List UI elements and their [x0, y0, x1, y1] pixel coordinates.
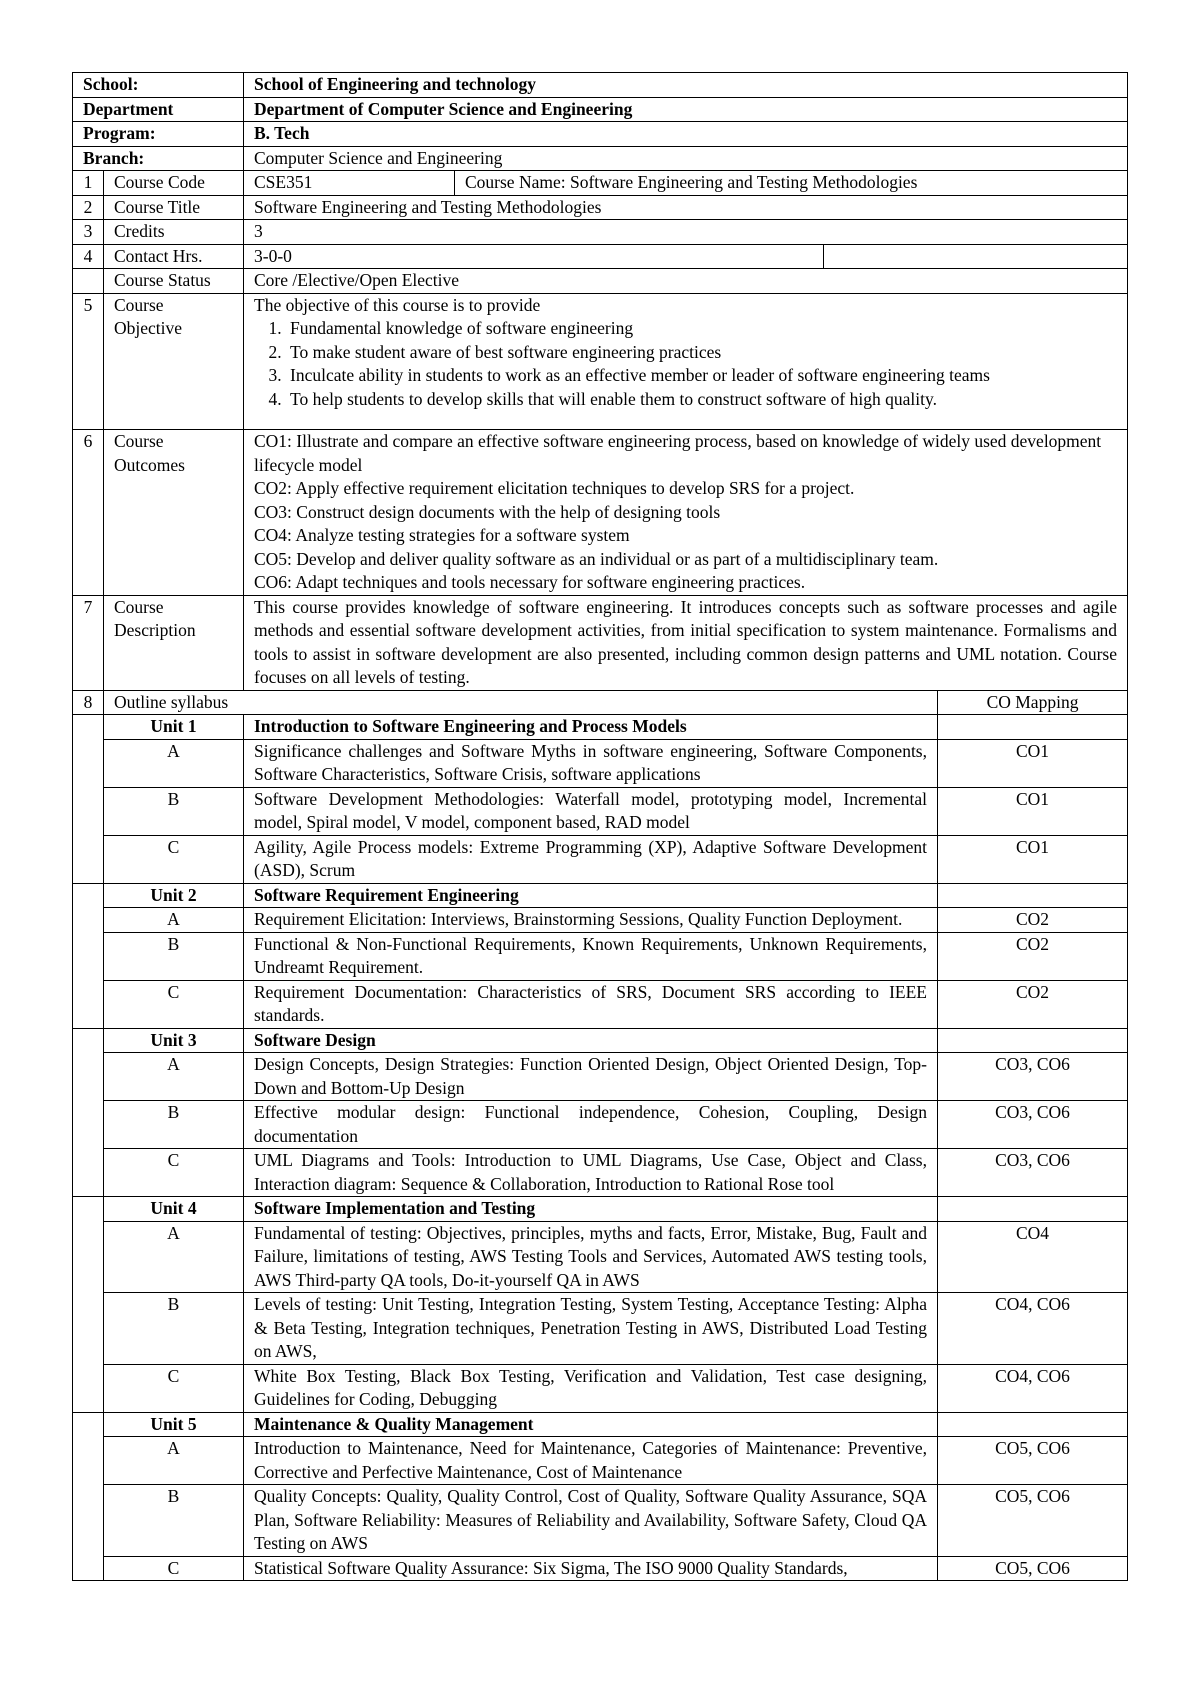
program-value: B. Tech: [244, 122, 1128, 147]
unit-title: Software Design: [244, 1028, 938, 1053]
topic-row: [73, 1221, 1128, 1293]
topic-letter: B: [104, 787, 244, 835]
topic-description: Requirement Elicitation: Interviews, Brainstorming Sessions, Quality Function Deployment.: [244, 908, 938, 933]
topic-letter: B: [104, 1293, 244, 1365]
school-row: [73, 73, 1128, 98]
unit-header-row: [73, 1028, 1128, 1053]
topic-description: Levels of testing: Unit Testing, Integration Testing, System Testing, Acceptance Testing: Alpha & Beta Testing, Integration techniques, Penetration Testing in AWS, Distributed Load Testing on AWS,: [244, 1293, 938, 1365]
topic-row: [73, 1053, 1128, 1101]
topic-description: Effective modular design: Functional independence, Cohesion, Coupling, Design documentation: [244, 1101, 938, 1149]
unit-number-cell: [73, 1412, 104, 1581]
unit-co-empty: [938, 1412, 1128, 1437]
unit-number-cell: [73, 715, 104, 884]
unit-label: Unit 4: [104, 1197, 244, 1222]
objective-intro: The objective of this course is to provide: [254, 294, 541, 315]
topic-letter: A: [104, 1221, 244, 1293]
unit-header-row: [73, 1412, 1128, 1437]
outcome-item: CO1: Illustrate and compare an effective software engineering process, based on knowledge of widely used development lifecycle model: [254, 431, 1102, 475]
topic-letter: A: [104, 739, 244, 787]
objective-item: 1. Fundamental knowledge of software engineering: [286, 317, 1117, 341]
course-title-row: [73, 195, 1128, 220]
topic-co-mapping: CO2: [938, 980, 1128, 1028]
unit-header-row: [73, 715, 1128, 740]
school-label: School:: [73, 73, 244, 98]
contact-hours-value: 3-0-0: [244, 244, 824, 269]
course-status-value: Core /Elective/Open Elective: [244, 269, 1128, 294]
course-objective-row: [73, 293, 1128, 430]
course-outcomes-content: [244, 430, 1128, 596]
topic-description: Functional & Non-Functional Requirements, Known Requirements, Unknown Requirements, Undreamt Requirement.: [244, 932, 938, 980]
credits-row: [73, 220, 1128, 245]
credits-label: Credits: [104, 220, 244, 245]
objective-item: 3. Inculcate ability in students to work as an effective member or leader of software engineering teams: [286, 364, 1117, 388]
topic-letter: C: [104, 1364, 244, 1412]
topic-letter: B: [104, 1485, 244, 1557]
topic-letter: C: [104, 1149, 244, 1197]
topic-co-mapping: CO5, CO6: [938, 1556, 1128, 1581]
course-status-label: Course Status: [104, 269, 244, 294]
course-code-label: Course Code: [104, 171, 244, 196]
topic-row: [73, 932, 1128, 980]
topic-description: Design Concepts, Design Strategies: Function Oriented Design, Object Oriented Design, Top-Down and Bottom-Up Design: [244, 1053, 938, 1101]
topic-letter: A: [104, 1437, 244, 1485]
topic-co-mapping: CO2: [938, 908, 1128, 933]
topic-row: [73, 1485, 1128, 1557]
row-number: 8: [73, 690, 104, 715]
topic-letter: A: [104, 1053, 244, 1101]
contact-hours-empty-1: [824, 244, 1128, 269]
unit-number-cell: [73, 1197, 104, 1413]
objective-list: [254, 317, 1117, 411]
topic-letter: C: [104, 1556, 244, 1581]
row-number: 2: [73, 195, 104, 220]
unit-label: Unit 3: [104, 1028, 244, 1053]
unit-title: Maintenance & Quality Management: [244, 1412, 938, 1437]
branch-row: [73, 146, 1128, 171]
course-description-label: Course Description: [104, 595, 244, 690]
unit-label: Unit 1: [104, 715, 244, 740]
department-value: Department of Computer Science and Engineering: [244, 97, 1128, 122]
row-number: 1: [73, 171, 104, 196]
topic-description: Statistical Software Quality Assurance: Six Sigma, The ISO 9000 Quality Standards,: [244, 1556, 938, 1581]
topic-description: Agility, Agile Process models: Extreme Programming (XP), Adaptive Software Development (ASD), Scrum: [244, 835, 938, 883]
contact-hours-row: [73, 244, 1128, 269]
course-code-row: [73, 171, 1128, 196]
row-number: 4: [73, 244, 104, 269]
topic-letter: C: [104, 835, 244, 883]
topic-description: White Box Testing, Black Box Testing, Verification and Validation, Test case designing, Guidelines for Coding, Debugging: [244, 1364, 938, 1412]
department-row: [73, 97, 1128, 122]
outcome-item: CO5: Develop and deliver quality software as an individual or as part of a multidisciplinary team.: [254, 548, 939, 569]
unit-co-empty: [938, 715, 1128, 740]
row-number: 5: [73, 293, 104, 430]
outcome-item: CO3: Construct design documents with the help of designing tools: [254, 501, 721, 522]
topic-letter: B: [104, 932, 244, 980]
topic-co-mapping: CO5, CO6: [938, 1437, 1128, 1485]
course-description-row: [73, 595, 1128, 690]
course-objective-content: [244, 293, 1128, 430]
topic-description: Quality Concepts: Quality, Quality Control, Cost of Quality, Software Quality Assurance, SQA Plan, Software Reliability: Measures of Reliability and Availability, Software Safety, Cloud QA Testing on AWS: [244, 1485, 938, 1557]
syllabus-table: [72, 72, 1128, 1581]
topic-co-mapping: CO5, CO6: [938, 1485, 1128, 1557]
objective-item: 2. To make student aware of best software engineering practices: [286, 341, 1117, 365]
row-number: 7: [73, 595, 104, 690]
objective-item: 4. To help students to develop skills that will enable them to construct software of high quality.: [286, 388, 1117, 412]
topic-row: [73, 980, 1128, 1028]
unit-number-cell: [73, 883, 104, 1028]
outline-syllabus-row: [73, 690, 1128, 715]
unit-title: Introduction to Software Engineering and Process Models: [244, 715, 938, 740]
course-objective-label: Course Objective: [104, 293, 244, 430]
program-label: Program:: [73, 122, 244, 147]
unit-co-empty: [938, 883, 1128, 908]
course-outcomes-row: [73, 430, 1128, 596]
topic-co-mapping: CO3, CO6: [938, 1101, 1128, 1149]
course-name: Course Name: Software Engineering and Testing Methodologies: [455, 171, 1128, 196]
topic-co-mapping: CO1: [938, 739, 1128, 787]
contact-hours-label: Contact Hrs.: [104, 244, 244, 269]
topic-letter: A: [104, 908, 244, 933]
unit-co-empty: [938, 1028, 1128, 1053]
topic-description: Significance challenges and Software Myths in software engineering, Software Components, Software Characteristics, Software Crisis, software applications: [244, 739, 938, 787]
topic-co-mapping: CO4, CO6: [938, 1293, 1128, 1365]
course-title-label: Course Title: [104, 195, 244, 220]
unit-header-row: [73, 883, 1128, 908]
outcome-item: CO2: Apply effective requirement elicitation techniques to develop SRS for a project.: [254, 478, 855, 498]
topic-row: [73, 1556, 1128, 1581]
row-number: [73, 269, 104, 294]
topic-row: [73, 835, 1128, 883]
topic-row: [73, 1364, 1128, 1412]
topic-row: [73, 1149, 1128, 1197]
topic-row: [73, 908, 1128, 933]
course-description-text: This course provides knowledge of software engineering. It introduces concepts such as software processes and agile methods and essential software development activities, from initial specification to system maintenance. Formalisms and tools to assist in software development are also presented, including common design patterns and UML notation. Course focuses on all levels of testing.: [244, 595, 1128, 690]
topic-co-mapping: CO1: [938, 787, 1128, 835]
unit-title: Software Requirement Engineering: [244, 883, 938, 908]
course-title-value: Software Engineering and Testing Methodologies: [244, 195, 1128, 220]
topic-row: [73, 739, 1128, 787]
topic-co-mapping: CO1: [938, 835, 1128, 883]
topic-row: [73, 1437, 1128, 1485]
outcome-item: CO4: Analyze testing strategies for a software system: [254, 525, 630, 545]
branch-label: Branch:: [73, 146, 244, 171]
topic-row: [73, 787, 1128, 835]
topic-row: [73, 1293, 1128, 1365]
unit-title: Software Implementation and Testing: [244, 1197, 938, 1222]
row-number: 6: [73, 430, 104, 596]
outline-syllabus-label: Outline syllabus: [104, 690, 938, 715]
topic-description: Introduction to Maintenance, Need for Maintenance, Categories of Maintenance: Preventive, Corrective and Perfective Maintenance, Cost of Maintenance: [244, 1437, 938, 1485]
program-row: [73, 122, 1128, 147]
topic-description: Software Development Methodologies: Waterfall model, prototyping model, Incremental model, Spiral model, V model, component based, RAD model: [244, 787, 938, 835]
unit-co-empty: [938, 1197, 1128, 1222]
department-label: Department: [73, 97, 244, 122]
topic-co-mapping: CO2: [938, 932, 1128, 980]
unit-label: Unit 2: [104, 883, 244, 908]
school-value: School of Engineering and technology: [244, 73, 1128, 98]
topic-description: Requirement Documentation: Characteristics of SRS, Document SRS according to IEEE standards.: [244, 980, 938, 1028]
course-status-row: [73, 269, 1128, 294]
topic-letter: B: [104, 1101, 244, 1149]
unit-label: Unit 5: [104, 1412, 244, 1437]
credits-value: 3: [244, 220, 1128, 245]
course-code-value: CSE351: [244, 171, 455, 196]
topic-co-mapping: CO4, CO6: [938, 1364, 1128, 1412]
topic-letter: C: [104, 980, 244, 1028]
topic-co-mapping: CO3, CO6: [938, 1149, 1128, 1197]
topic-description: UML Diagrams and Tools: Introduction to UML Diagrams, Use Case, Object and Class, Interaction diagram: Sequence & Collaboration, Introduction to Rational Rose tool: [244, 1149, 938, 1197]
outcome-item: CO6: Adapt techniques and tools necessary for software engineering practices.: [254, 572, 806, 592]
unit-number-cell: [73, 1028, 104, 1197]
topic-co-mapping: CO4: [938, 1221, 1128, 1293]
co-mapping-header: CO Mapping: [938, 690, 1128, 715]
unit-header-row: [73, 1197, 1128, 1222]
course-outcomes-label: Course Outcomes: [104, 430, 244, 596]
branch-value: Computer Science and Engineering: [244, 146, 1128, 171]
row-number: 3: [73, 220, 104, 245]
topic-co-mapping: CO3, CO6: [938, 1053, 1128, 1101]
topic-row: [73, 1101, 1128, 1149]
topic-description: Fundamental of testing: Objectives, principles, myths and facts, Error, Mistake, Bug, Fault and Failure, limitations of testing, AWS Testing Tools and Services, Automated AWS testing tools, AWS Third-party QA tools, Do-it-yourself QA in AWS: [244, 1221, 938, 1293]
